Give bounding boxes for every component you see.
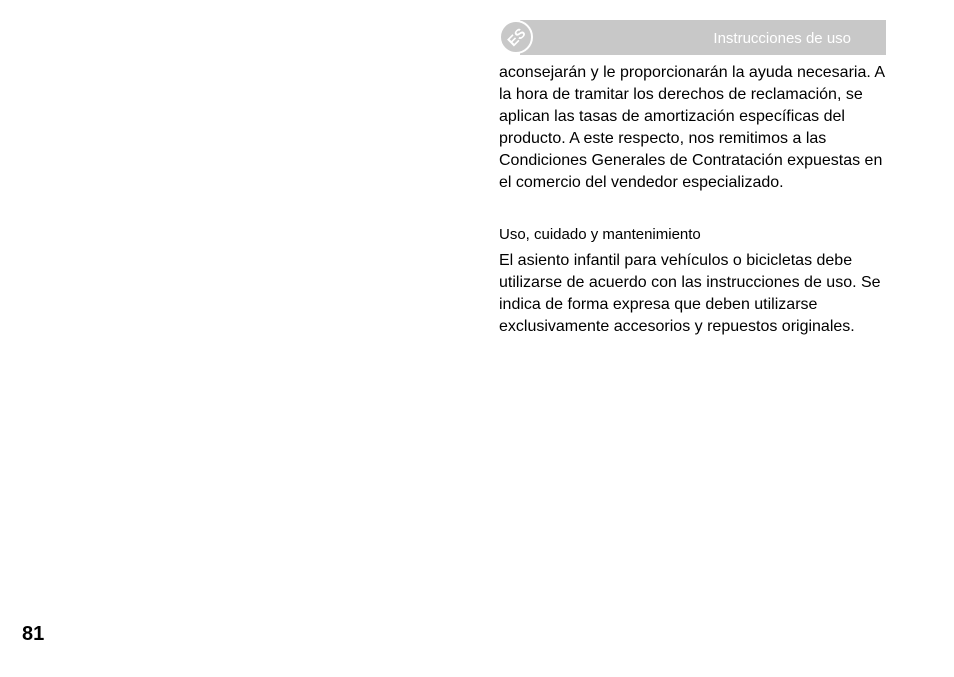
- header-title: Instrucciones de uso: [713, 30, 851, 47]
- language-code: ES: [503, 24, 529, 50]
- body-paragraph-1: aconsejarán y le proporcionarán la ayuda necesaria. A la hora de tramitar los derechos de reclamación, se aplican las tasas de amortización específicas del producto. A este respecto, nos remitimos a las Condiciones Generales de Contratación expuestas en el comercio del vendedor especializado.: [499, 64, 885, 191]
- language-badge: [499, 20, 533, 54]
- main-content: [499, 62, 894, 338]
- body-paragraph-2: El asiento infantil para vehículos o bicicletas debe utilizarse de acuerdo con las instrucciones de uso. Se indica de forma expresa que deben utilizarse exclusivamente accesorios y repuestos originales.: [499, 252, 881, 335]
- page-number: 81: [22, 623, 45, 645]
- header-bar: [520, 20, 886, 55]
- section-heading: Uso, cuidado y mantenimiento: [499, 226, 701, 243]
